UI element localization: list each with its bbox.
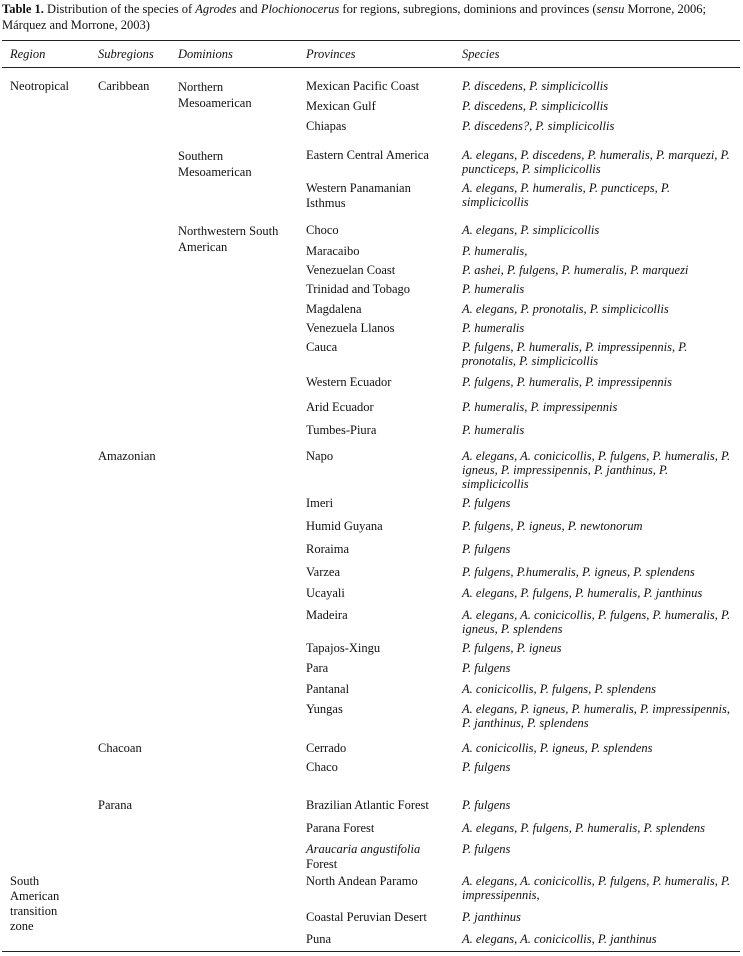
top-rule (2, 40, 740, 41)
province-cell: Madeira (306, 608, 348, 622)
species-cell: A. elegans, P. discedens, P. humeralis, P. marquezi, P. puncticeps, P. simplicicollis (462, 148, 730, 176)
caption-sensu: sensu (596, 2, 625, 16)
dominion-cell: Southern Mesoamerican (178, 149, 252, 179)
province-cell: Choco (306, 223, 339, 237)
species-cell: P. discedens, P. simplicicollis (462, 99, 609, 113)
dominion-cell: Northern Mesoamerican (178, 80, 252, 110)
province-cell: Varzea (306, 565, 340, 579)
species-cell: P. humeralis, (462, 244, 528, 258)
province-cell: Venezuela Llanos (306, 321, 395, 335)
province-cell: Cauca (306, 340, 338, 354)
species-cell: P. fulgens (462, 496, 511, 510)
species-cell: P. fulgens, P. humeralis, P. impressipennis, P. pronotalis, P. simplicicollis (462, 340, 688, 368)
species-cell: P. ashei, P. fulgens, P. humeralis, P. marquezi (462, 263, 689, 277)
species-cell: P. discedens?, P. simplicicollis (462, 119, 615, 133)
province-cell: Mexican Pacific Coast (306, 79, 420, 93)
header-region: Region (10, 47, 46, 61)
species-cell: A. elegans, P. simplicicollis (462, 223, 600, 237)
table-caption (2, 1, 740, 33)
species-cell: A. conicicollis, P. igneus, P. splendens (462, 741, 653, 755)
province-cell: Araucaria angustifolia Forest (306, 842, 421, 871)
province-cell: Roraima (306, 542, 350, 556)
province-cell: Arid Ecuador (306, 400, 374, 414)
species-cell: P. fulgens (462, 661, 511, 675)
species-cell: P. discedens, P. simplicicollis (462, 79, 609, 93)
province-cell: Brazilian Atlantic Forest (306, 798, 429, 812)
province-cell: Tumbes-Piura (306, 423, 377, 437)
province-cell: Pantanal (306, 682, 350, 696)
subregion-cell: Amazonian (98, 449, 156, 463)
species-cell: P. humeralis (462, 423, 525, 437)
province-cell: Mexican Gulf (306, 99, 376, 113)
province-cell: Chiapas (306, 119, 347, 133)
species-cell: A. elegans, P. igneus, P. humeralis, P. impressipennis, P. janthinus, P. splendens (462, 702, 730, 730)
province-cell: Western Panamanian Isthmus (306, 181, 411, 210)
region-cell: Neotropical (10, 79, 70, 93)
caption-label: Table 1. (2, 2, 44, 16)
header-provinces: Provinces (306, 47, 356, 61)
species-cell: P. humeralis (462, 282, 525, 296)
caption-text: Morrone, 2006; Márquez and Morrone, 2003) (2, 2, 706, 32)
species-cell: A. elegans, A. conicicollis, P. fulgens, P. humeralis, P. igneus, P. splendens (462, 608, 731, 636)
region-cell: South American transition zone (10, 874, 60, 933)
header-species: Species (462, 47, 500, 61)
species-cell: A. elegans, A. conicicollis, P. fulgens, P. humeralis, P. impressipennis, (462, 874, 731, 902)
province-cell: North Andean Paramo (306, 874, 418, 888)
species-cell: P. fulgens, P.humeralis, P. igneus, P. splendens (462, 565, 695, 579)
species-cell: A. elegans, P. fulgens, P. humeralis, P. splendens (462, 821, 706, 835)
header-dominions: Dominions (178, 47, 233, 61)
genus-agrodes: Agrodes (195, 2, 237, 16)
province-cell: Yungas (306, 702, 343, 716)
province-cell: Venezuelan Coast (306, 263, 396, 277)
caption-text: for regions, subregions, dominions and provinces ( (339, 2, 597, 16)
species-cell: P. fulgens, P. igneus, P. newtonorum (462, 519, 643, 533)
species-cell: A. conicicollis, P. fulgens, P. splendens (462, 682, 656, 696)
species-cell: P. fulgens (462, 798, 511, 812)
header-rule (2, 67, 740, 68)
subregion-cell: Caribbean (98, 79, 150, 93)
species-cell: P. fulgens (462, 760, 511, 774)
province-cell: Ucayali (306, 586, 345, 600)
species-cell: P. fulgens (462, 842, 511, 856)
subregion-cell: Parana (98, 798, 133, 812)
province-cell: Puna (306, 932, 331, 946)
province-cell: Para (306, 661, 329, 675)
subregion-cell: Chacoan (98, 741, 142, 755)
province-cell: Cerrado (306, 741, 347, 755)
species-cell: P. humeralis, P. impressipennis (462, 400, 618, 414)
dominion-cell: Northwestern South American (178, 224, 279, 254)
province-cell: Maracaibo (306, 244, 360, 258)
bottom-rule (2, 951, 740, 952)
province-cell: Western Ecuador (306, 375, 392, 389)
genus-plochionocerus: Plochionocerus (260, 2, 340, 16)
province-cell: Eastern Central America (306, 148, 429, 162)
caption-text: and (236, 2, 261, 16)
species-cell: A. elegans, P. humeralis, P. puncticeps, P. simplicicollis (462, 181, 670, 209)
species-cell: P. fulgens, P. humeralis, P. impressipennis (462, 375, 672, 389)
province-cell: Humid Guyana (306, 519, 383, 533)
province-cell: Imeri (306, 496, 334, 510)
province-cell: Coastal Peruvian Desert (306, 910, 427, 924)
province-cell: Tapajos-Xingu (306, 641, 381, 655)
province-cell: Napo (306, 449, 334, 463)
species-cell: A. elegans, A. conicicollis, P. janthinus (462, 932, 657, 946)
province-cell: Trinidad and Tobago (306, 282, 410, 296)
species-cell: P. humeralis (462, 321, 525, 335)
province-cell: Parana Forest (306, 821, 375, 835)
province-cell: Chaco (306, 760, 338, 774)
species-cell: P. janthinus (462, 910, 521, 924)
header-subregions: Subregions (98, 47, 154, 61)
caption-text: Distribution of the species of (43, 2, 196, 16)
species-cell: A. elegans, P. fulgens, P. humeralis, P. janthinus (462, 586, 703, 600)
species-cell: P. fulgens, P. igneus (462, 641, 562, 655)
province-cell: Magdalena (306, 302, 362, 316)
species-cell: A. elegans, A. conicicollis, P. fulgens, P. humeralis, P. igneus, P. impressipennis, P. janthinus, P. simplicicollis (462, 449, 731, 491)
species-cell: A. elegans, P. pronotalis, P. simplicicollis (462, 302, 669, 316)
species-cell: P. fulgens (462, 542, 511, 556)
